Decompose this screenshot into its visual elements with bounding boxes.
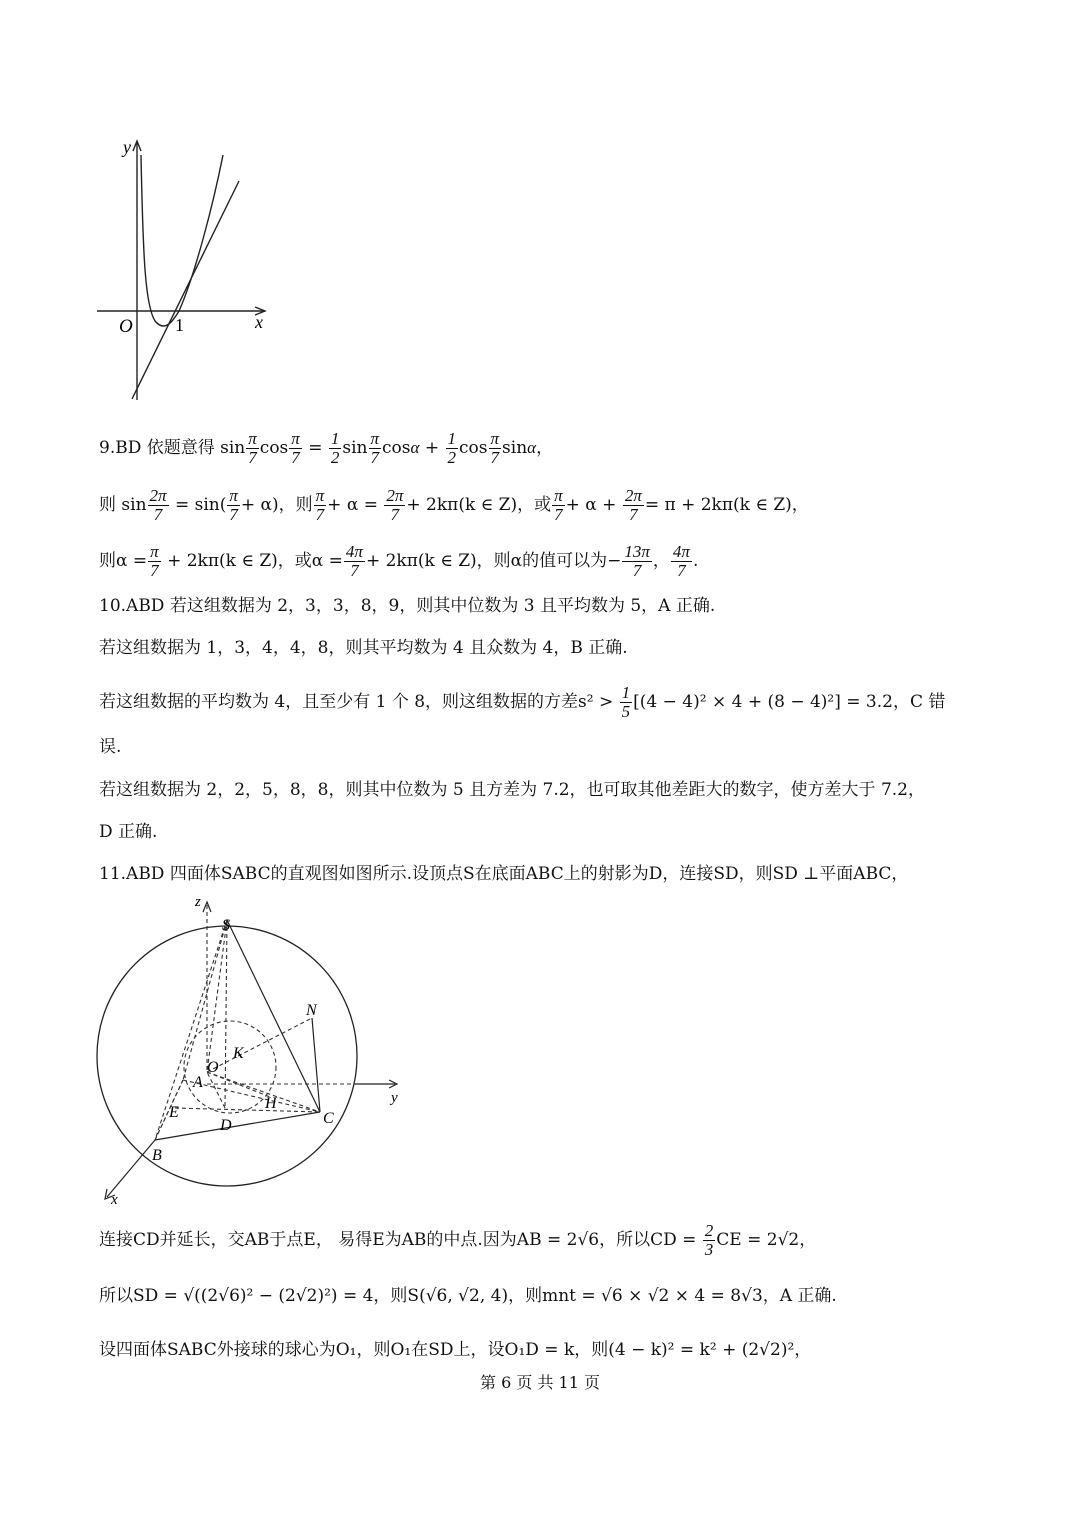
origin-label: O	[119, 316, 133, 337]
label-e: E	[169, 1104, 179, 1121]
sol11-line2: 连接CD并延长，交AB于点E， 易得E为AB的中点.因为AB = 2√6，所以CD = $\frac{2}{3}$ CE = 2√2，	[99, 1221, 817, 1259]
label-y: y	[391, 1090, 398, 1106]
function-graph-figure	[95, 135, 275, 405]
label-c: C	[323, 1110, 334, 1127]
sol10-line6: D 正确.	[99, 822, 158, 842]
label-h: H	[265, 1095, 277, 1112]
x-axis	[107, 1140, 155, 1197]
tetrahedron-figure	[95, 890, 415, 1210]
sol11-line3: 所以SD = √((2√6)² − (2√2)²) = 4，则S(√6, √2, 4)，则mnt = √6 × √2 × 4 = 8√3，A 正确.	[99, 1286, 837, 1306]
label-z: z	[195, 894, 201, 910]
tangent-line	[132, 181, 239, 399]
sol11-line4: 设四面体SABC外接球的球心为O₁，则O₁在SD上，设O₁D = k，则(4 − k)² = k² + (2√2)²，	[99, 1340, 812, 1360]
label-x: x	[111, 1192, 118, 1208]
sol10-line2: 若这组数据为 1，3，4，4，8，则其平均数为 4 且众数为 4，B 正确.	[99, 638, 628, 658]
sol10-line3: 若这组数据的平均数为 4，且至少有 1 个 8，则这组数据的方差s² > $\frac{1}{5}$ [(4 − 4)² × 4 + (8 − 4)²] = 3.2，C 错	[99, 683, 946, 721]
curve	[141, 155, 223, 326]
x-axis-label: x	[255, 312, 263, 332]
label-n: N	[306, 1002, 317, 1019]
label-a: A	[193, 1074, 203, 1091]
sol9-line2: 则 sin $\frac{2\pi}{7}$ = sin( $\frac{\pi}{7}$ + α)，则 $\frac{\pi}{7}$ + α = $\frac{2\pi}{7}$ + 2kπ(k ∈ Z)，或 $\frac{\pi}{7}$ + α + $\frac{2\pi}{7}$ = π + 2kπ(k ∈ Z)，	[99, 486, 809, 524]
sol9-line3: 则α = $\frac{\pi}{7}$ + 2kπ(k ∈ Z)，或α = $\frac{4\pi}{7}$ + 2kπ(k ∈ Z)，则α的值可以为− $\frac{13\pi}{7}$ ， $\frac{4\pi}{7}$ .	[99, 542, 699, 580]
text: 9.BD 依题意得 sin	[99, 438, 246, 458]
page-footer: 第 6 页 共 11 页	[480, 1373, 600, 1392]
sol10-line1: 10.ABD 若这组数据为 2，3，3，8，9，则其中位数为 3 且平均数为 5，A 正确.	[99, 596, 716, 616]
sol10-line5: 若这组数据为 2，2，5，8，8，则其中位数为 5 且方差为 7.2，也可取其他差距大的数字，使方差大于 7.2，	[99, 780, 925, 800]
label-k: K	[233, 1045, 244, 1062]
sol9-line1: 9.BD 依题意得 sin $\frac{\pi}{7}$ cos $\frac{\pi}{7}$ = $\frac{1}{2}$ sin $\frac{\pi}{7}$ cosα + $\frac{1}{2}$ cos $\frac{\pi}{7}$ sinα，	[99, 429, 554, 467]
sol10-line4: 误.	[99, 737, 122, 757]
label-o: O	[207, 1059, 219, 1076]
label-s: S	[222, 917, 230, 934]
sol11-line1: 11.ABD 四面体SABC的直观图如图所示.设顶点S在底面ABC上的射影为D，连接SD，则SD ⊥平面ABC，	[99, 864, 909, 884]
label-b: B	[152, 1147, 162, 1164]
one-label: 1	[175, 315, 184, 335]
inner-circle	[184, 1021, 276, 1113]
y-axis-label: y	[123, 137, 131, 157]
label-d: D	[220, 1117, 232, 1134]
